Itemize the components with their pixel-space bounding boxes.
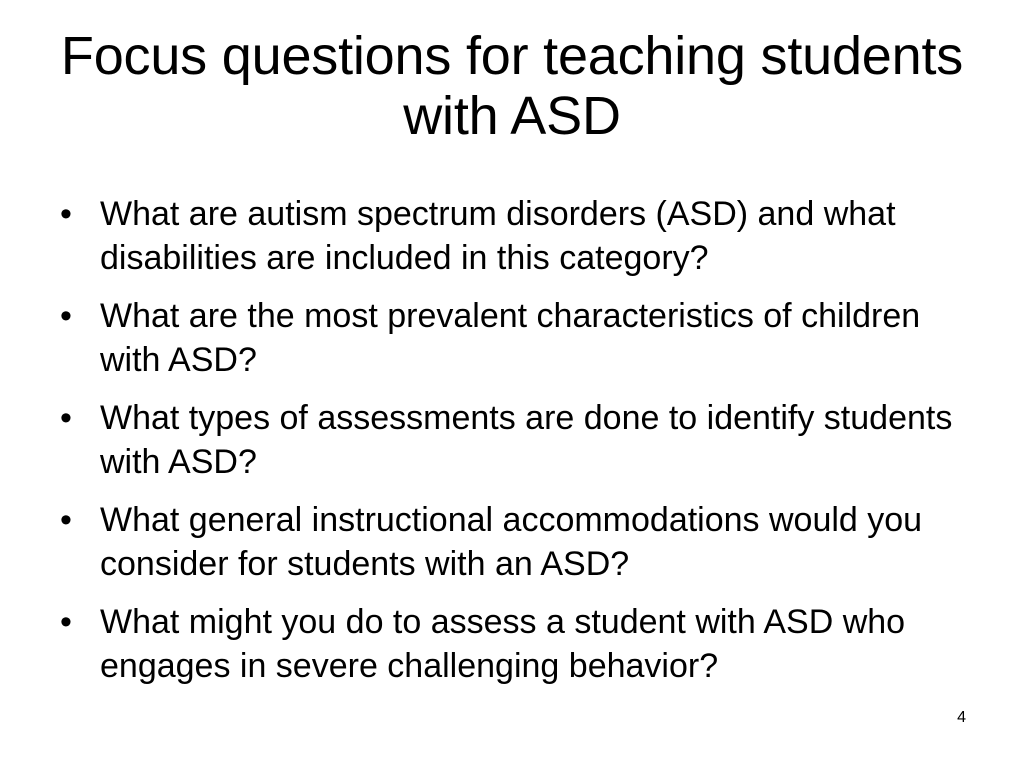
bullet-item: [56, 396, 986, 484]
page-number: 4: [957, 709, 966, 726]
slide-title: Focus questions for teaching students with ASD: [60, 26, 964, 146]
bullet-item: [56, 600, 986, 688]
bullet-item: [56, 192, 986, 280]
bullet-marker: •: [60, 501, 72, 539]
bullet-list: [56, 192, 986, 702]
bullet-text: What general instructional accommodations would you consider for students with an ASD?: [100, 501, 923, 583]
bullet-item: [56, 294, 986, 382]
bullet-text: What might you do to assess a student with ASD who engages in severe challenging behavior?: [100, 603, 906, 685]
bullet-marker: •: [60, 399, 72, 437]
bullet-marker: •: [60, 297, 72, 335]
bullet-marker: •: [60, 603, 72, 641]
bullet-text: What are the most prevalent characteristics of children with ASD?: [100, 297, 921, 379]
bullet-item: [56, 498, 986, 586]
bullet-text: What types of assessments are done to identify students with ASD?: [100, 399, 953, 481]
bullet-text: What are autism spectrum disorders (ASD) and what disabilities are included in this category?: [100, 195, 896, 277]
bullet-marker: •: [60, 195, 72, 233]
